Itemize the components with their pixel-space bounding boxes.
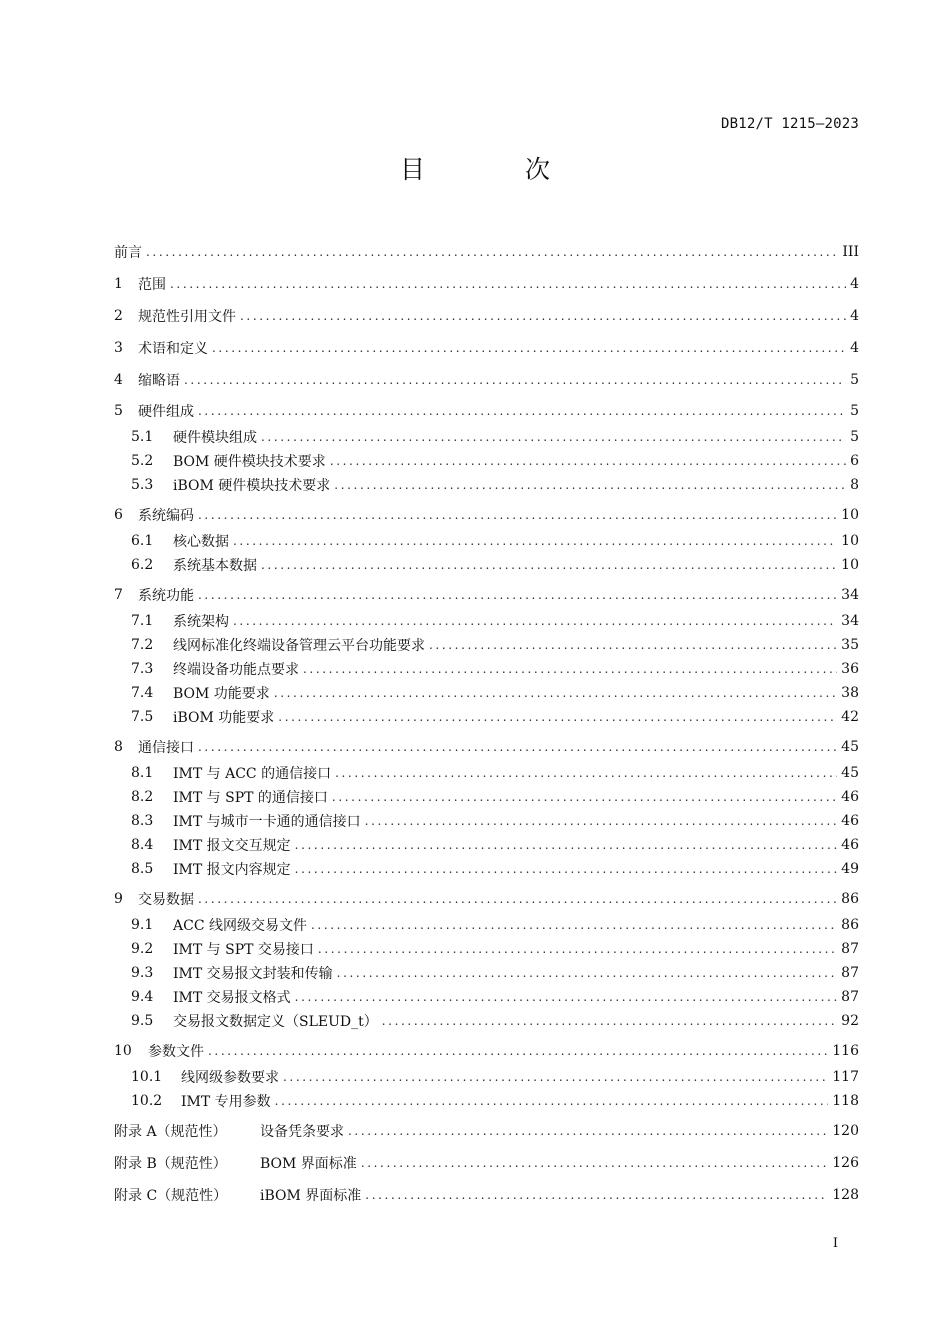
toc-leader-dots <box>283 1070 828 1084</box>
toc-entry-number: 7 <box>114 587 123 603</box>
toc-entry-number: 5.3 <box>131 477 154 493</box>
toc-entry-label: IMT 与 SPT 交易接口 <box>173 942 314 958</box>
toc-leader-dots <box>198 588 837 602</box>
toc-leader-dots <box>335 766 837 780</box>
toc-entry-number: 附录 A（规范性） <box>114 1124 227 1140</box>
page-folio: I <box>832 1236 838 1251</box>
toc-entry-number: 9.3 <box>131 965 154 981</box>
toc-entry-page: 34 <box>841 613 859 629</box>
toc-leader-dots <box>382 1014 837 1028</box>
toc-leader-dots <box>198 404 846 418</box>
toc-entry-page: 5 <box>850 429 859 445</box>
toc-entry-page: 4 <box>850 276 859 292</box>
toc-entry-label: IMT 报文内容规定 <box>173 862 291 878</box>
toc-entry-label: 终端设备功能点要求 <box>173 662 299 678</box>
toc-entry[interactable] <box>114 735 859 759</box>
toc-entry-number: 8.1 <box>131 765 154 781</box>
toc-entry[interactable] <box>131 449 859 473</box>
toc-leader-dots <box>332 790 837 804</box>
toc-entry[interactable] <box>131 1009 859 1033</box>
toc-entry[interactable] <box>114 1151 859 1175</box>
toc-entry-page: 6 <box>850 453 859 469</box>
toc-entry-number: 8 <box>114 739 123 755</box>
toc-entry-label: ACC 线网级交易文件 <box>173 918 307 934</box>
toc-entry-page: 87 <box>841 965 859 981</box>
toc-leader-dots <box>233 614 837 628</box>
toc-leader-dots <box>337 966 838 980</box>
toc-leader-dots <box>311 918 837 932</box>
toc-entry-number: 5.2 <box>131 453 154 469</box>
toc-entry[interactable] <box>114 583 859 607</box>
toc-entry[interactable] <box>131 833 859 857</box>
toc-entry[interactable] <box>131 657 859 681</box>
toc-entry[interactable] <box>131 961 859 985</box>
toc-entry[interactable] <box>114 1183 859 1207</box>
document-code: DB12/T 1215—2023 <box>720 116 859 132</box>
toc-entry[interactable] <box>131 529 859 553</box>
toc-entry-label: IMT 交易报文格式 <box>173 990 291 1006</box>
toc-entry[interactable] <box>131 609 859 633</box>
toc-entry-label: 线网级参数要求 <box>181 1070 279 1086</box>
toc-leader-dots <box>261 430 846 444</box>
toc-entry[interactable] <box>114 304 859 328</box>
toc-entry-page: 10 <box>841 507 859 523</box>
toc-entry-page: 5 <box>850 403 859 419</box>
toc-leader-dots <box>429 638 837 652</box>
toc-entry-number: 9.5 <box>131 1013 154 1029</box>
toc-entry[interactable] <box>114 336 859 360</box>
toc-entry[interactable] <box>114 1119 859 1143</box>
toc-entry-page: 46 <box>841 837 859 853</box>
toc-leader-dots <box>208 1044 828 1058</box>
toc-entry-label: IMT 报文交互规定 <box>173 838 291 854</box>
toc-entry[interactable] <box>114 399 859 423</box>
toc-entry[interactable] <box>114 368 859 392</box>
toc-leader-dots <box>198 740 837 754</box>
toc-entry-page: 8 <box>850 477 859 493</box>
toc-entry-page: 45 <box>841 739 859 755</box>
toc-entry-number: 6 <box>114 507 123 523</box>
toc-entry-label: iBOM 功能要求 <box>173 710 275 726</box>
toc-entry[interactable] <box>131 985 859 1009</box>
toc-entry-label: 硬件组成 <box>138 404 194 420</box>
toc-entry-label: 系统基本数据 <box>173 558 257 574</box>
toc-entry-page: 10 <box>841 557 859 573</box>
toc-leader-dots <box>334 478 846 492</box>
toc-entry[interactable] <box>114 240 859 264</box>
toc-entry-number: 10 <box>114 1043 132 1059</box>
toc-entry-number: 7.4 <box>131 685 154 701</box>
toc-entry[interactable] <box>131 425 859 449</box>
toc-entry-page: 46 <box>841 813 859 829</box>
toc-entry[interactable] <box>114 272 859 296</box>
toc-entry-page: 34 <box>841 587 859 603</box>
toc-entry[interactable] <box>114 503 859 527</box>
toc-entry-label: BOM 功能要求 <box>173 686 270 702</box>
toc-entry-page: 5 <box>850 372 859 388</box>
toc-leader-dots <box>295 862 838 876</box>
toc-leader-dots <box>184 373 846 387</box>
toc-entry-number: 10.2 <box>131 1093 163 1109</box>
toc-entry-label: 硬件模块组成 <box>173 430 257 446</box>
toc-leader-dots <box>198 508 837 522</box>
toc-leader-dots <box>365 814 838 828</box>
toc-entry-label: 系统功能 <box>138 588 194 604</box>
toc-entry[interactable] <box>114 887 859 911</box>
toc-entry-page: 86 <box>841 917 859 933</box>
toc-entry-number: 8.3 <box>131 813 154 829</box>
toc-entry-number: 9.2 <box>131 941 154 957</box>
toc-entry-page: 92 <box>841 1013 859 1029</box>
toc-title: 目 次 <box>400 155 596 184</box>
toc-entry-page: 45 <box>841 765 859 781</box>
toc-leader-dots <box>303 662 837 676</box>
toc-leader-dots <box>361 1156 828 1170</box>
toc-entry-number: 9.4 <box>131 989 154 1005</box>
toc-leader-dots <box>261 558 837 572</box>
toc-entry-number: 5.1 <box>131 429 154 445</box>
toc-entry-page: 116 <box>832 1043 859 1059</box>
toc-entry-number: 附录 C（规范性） <box>114 1188 228 1204</box>
toc-entry-page: 38 <box>841 685 859 701</box>
toc-entry-number: 9 <box>114 891 123 907</box>
toc-entry-label: 通信接口 <box>138 740 194 756</box>
toc-entry-number: 3 <box>114 340 123 356</box>
toc-leader-dots <box>318 942 837 956</box>
toc-entry-page: 86 <box>841 891 859 907</box>
toc-entry-label: 交易数据 <box>138 892 194 908</box>
toc-entry-label: BOM 硬件模块技术要求 <box>173 454 326 470</box>
toc-entry[interactable] <box>131 913 859 937</box>
toc-entry-page: 87 <box>841 989 859 1005</box>
toc-entry-page: 46 <box>841 789 859 805</box>
toc-entry[interactable] <box>131 857 859 881</box>
toc-entry-number: 1 <box>114 276 123 292</box>
toc-entry-number: 8.2 <box>131 789 154 805</box>
toc-entry-page: 126 <box>832 1155 859 1171</box>
toc-entry-page: 49 <box>841 861 859 877</box>
toc-entry-number: 7.5 <box>131 709 154 725</box>
toc-leader-dots <box>275 1094 829 1108</box>
toc-leader-dots <box>365 1188 828 1202</box>
toc-leader-dots <box>233 534 837 548</box>
toc-entry-label: 术语和定义 <box>138 341 208 357</box>
toc-entry-number: 10.1 <box>131 1069 163 1085</box>
toc-entry-page: 118 <box>832 1093 859 1109</box>
toc-entry[interactable] <box>131 681 859 705</box>
toc-entry-label: IMT 专用参数 <box>181 1094 271 1110</box>
toc-leader-dots <box>330 454 846 468</box>
toc-entry-page: 36 <box>841 661 859 677</box>
toc-entry[interactable] <box>114 1039 859 1063</box>
toc-entry-label: 交易报文数据定义（SLEUD_t） <box>173 1014 378 1030</box>
toc-entry-label: iBOM 界面标准 <box>260 1188 362 1204</box>
toc-entry-number: 9.1 <box>131 917 154 933</box>
toc-entry[interactable] <box>131 785 859 809</box>
toc-entry-label: 规范性引用文件 <box>138 309 236 325</box>
toc-entry[interactable] <box>131 761 859 785</box>
toc-entry-page: 10 <box>841 533 859 549</box>
toc-entry-page: 120 <box>832 1123 859 1139</box>
toc-leader-dots <box>170 277 846 291</box>
toc-entry-label: 系统架构 <box>173 614 229 630</box>
toc-entry-label: 范围 <box>138 277 166 293</box>
toc-entry[interactable] <box>131 1089 859 1113</box>
toc-leader-dots <box>212 341 846 355</box>
toc-entry[interactable] <box>131 473 859 497</box>
toc-entry-number: 附录 B（规范性） <box>114 1156 227 1172</box>
toc-entry-page: 35 <box>841 637 859 653</box>
toc-leader-dots <box>278 710 837 724</box>
toc-entry-label: IMT 与 SPT 的通信接口 <box>173 790 328 806</box>
toc-entry-page: 4 <box>850 308 859 324</box>
toc-entry-number: 2 <box>114 308 123 324</box>
toc-entry-label: 核心数据 <box>173 534 229 550</box>
toc-entry[interactable] <box>131 1065 859 1089</box>
toc-leader-dots <box>240 309 846 323</box>
toc-entry-label: iBOM 硬件模块技术要求 <box>173 478 331 494</box>
toc-entry-page: 128 <box>832 1187 859 1203</box>
toc-entry-label: 参数文件 <box>148 1044 204 1060</box>
toc-entry[interactable] <box>131 553 859 577</box>
toc-entry-label: IMT 与城市一卡通的通信接口 <box>173 814 361 830</box>
toc-entry-label: 线网标准化终端设备管理云平台功能要求 <box>173 638 425 654</box>
toc-entry-label: IMT 与 ACC 的通信接口 <box>173 766 332 782</box>
toc-entry-number: 7.2 <box>131 637 154 653</box>
toc-leader-dots <box>295 838 838 852</box>
toc-entry-label: 缩略语 <box>138 373 180 389</box>
toc-leader-dots <box>146 245 838 259</box>
toc-entry-number: 4 <box>114 372 123 388</box>
toc-leader-dots <box>274 686 837 700</box>
toc-entry-number: 8.5 <box>131 861 154 877</box>
toc-entry-number: 6.1 <box>131 533 154 549</box>
toc-entry[interactable] <box>131 809 859 833</box>
toc-entry-page: 117 <box>832 1069 859 1085</box>
toc-entry-number: 6.2 <box>131 557 154 573</box>
toc-entry-number: 7.1 <box>131 613 154 629</box>
toc-entry-label: IMT 交易报文封装和传输 <box>173 966 333 982</box>
toc-entry-page: III <box>842 244 859 260</box>
toc-entry-number: 7.3 <box>131 661 154 677</box>
toc-entry[interactable] <box>131 937 859 961</box>
toc-leader-dots <box>295 990 838 1004</box>
toc-entry-label: BOM 界面标准 <box>260 1156 357 1172</box>
toc-leader-dots <box>348 1124 828 1138</box>
toc-entry-label: 系统编码 <box>138 508 194 524</box>
toc-entry-label: 设备凭条要求 <box>260 1124 344 1140</box>
toc-leader-dots <box>198 892 837 906</box>
toc-entry-number: 5 <box>114 403 123 419</box>
toc-entry-label: 前言 <box>114 245 142 261</box>
toc-entry-page: 4 <box>850 340 859 356</box>
toc-entry-number: 8.4 <box>131 837 154 853</box>
toc-entry-page: 42 <box>841 709 859 725</box>
toc-entry[interactable] <box>131 705 859 729</box>
toc-entry[interactable] <box>131 633 859 657</box>
toc-entry-page: 87 <box>841 941 859 957</box>
